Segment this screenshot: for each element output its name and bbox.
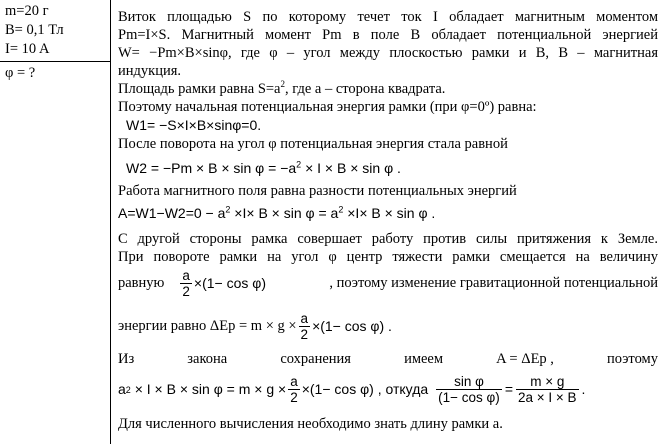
- eq5-equals: =: [504, 381, 513, 397]
- delta-ep-post: ×(1− cos φ) .: [312, 318, 392, 334]
- eq3-mid: ×I× B × sin φ = a: [230, 205, 339, 221]
- work-text: Работа магнитного поля равна разности потенциальных энергий: [118, 183, 517, 199]
- eq5-pre: a: [118, 381, 126, 397]
- frac-num-sin: sin φ: [454, 374, 484, 389]
- cons-word-6: поэтому: [607, 351, 658, 367]
- final-equation: a 2 × I × B × sin φ = m × g × $\frac{a}{2}$ ×(1− cos φ) , откуда $\frac{\text{sin φ}}{\text{(1− cos φ)}}$ = $\frac{m \times g}{2a \times I \times B}$ .: [118, 374, 586, 405]
- fraction-sin-over-cos: [436, 374, 502, 405]
- cons-word-2: закона: [187, 351, 228, 367]
- equation-work: [118, 205, 435, 222]
- gravity-text: С другой стороны рамка совершает работу против силы притяжения к Земле.: [118, 231, 658, 247]
- given-field: B= 0,1 Тл: [5, 22, 64, 38]
- shift-line: [118, 268, 658, 299]
- eq3-sup2: 2: [338, 204, 344, 215]
- cons-word-1: Из: [118, 351, 135, 367]
- area-post: , где a – сторона квадрата.: [285, 81, 446, 97]
- frac-den-2-c: 2: [290, 390, 298, 405]
- given-current: I= 10 A: [5, 41, 50, 57]
- delta-ep-pre: энергии равно ΔEp = m × g ×: [118, 318, 297, 334]
- fraction-a-over-2-c: [288, 374, 300, 405]
- cons-word-3: сохранения: [280, 351, 351, 367]
- frac-den-2: 2: [182, 284, 190, 299]
- frac-num-a-b: a: [300, 311, 309, 326]
- eq2-post: × I × B × sin φ .: [301, 160, 401, 176]
- cons-word-5: A = ΔEp ,: [496, 351, 554, 367]
- frac-num-a-c: a: [290, 374, 298, 389]
- fraction-a-over-2: [180, 268, 192, 299]
- equation-w1: W1= −S×I×B×sinφ=0.: [126, 117, 262, 133]
- shift-mid: ×(1− cos φ): [193, 275, 266, 291]
- given-divider: [0, 61, 110, 62]
- equation-w2: [126, 160, 401, 177]
- rotation-text: После поворота на угол φ потенциальная энергия стала равной: [118, 136, 508, 152]
- conservation-line: [118, 351, 658, 368]
- frac-den-2aib: 2a × I × B: [518, 390, 577, 405]
- fraction-mg-over-2aib: [516, 374, 579, 405]
- column-divider: [110, 0, 111, 444]
- shift-pre: равную: [118, 275, 165, 291]
- area-line: [118, 81, 658, 98]
- initial-energy-text: Поэтому начальная потенциальная энергия рамки (при φ=0º) равна:: [118, 99, 537, 115]
- shift-post: , поэтому изменение гравитационной потенциальной: [329, 275, 658, 291]
- eq3-post: ×I× B × sin φ .: [343, 205, 436, 221]
- eq2-pre: W2 = −Pm × B × sin φ = −a: [126, 160, 297, 176]
- solution-line-4: индукция.: [118, 63, 182, 79]
- solution-line-2: Pm=I×S. Магнитный момент Pm в поле B обладает потенциальной энергией: [118, 27, 658, 43]
- frac-den-2-b: 2: [300, 327, 309, 342]
- frac-num-mg: m × g: [530, 374, 565, 389]
- given-mass: m=20 г: [5, 3, 49, 19]
- frac-num-a: a: [182, 268, 190, 283]
- eq5-mid2: ×(1− cos φ) , откуда: [301, 381, 429, 397]
- eq3-sup: 2: [225, 204, 231, 215]
- center-shift-text: При повороте рамки на угол φ центр тяжести рамки смещается на величину: [118, 249, 658, 265]
- given-unknown: φ = ?: [5, 65, 36, 81]
- frac-den-cos: (1− cos φ): [438, 390, 500, 405]
- fraction-a-over-2-b: [299, 311, 311, 342]
- eq5-mid: × I × B × sin φ = m × g ×: [130, 381, 287, 397]
- eq5-end: .: [581, 381, 586, 397]
- conclusion-text: Для численного вычисления необходимо знать длину рамки a.: [118, 416, 503, 432]
- delta-ep-line: [118, 311, 658, 342]
- area-sup: 2: [280, 79, 285, 90]
- solution-line-3: W= −Pm×B×sinφ, где φ – угол между плоскостью рамки и B, B – магнитная: [118, 45, 658, 61]
- cons-word-4: имеем: [404, 351, 444, 367]
- eq3-pre: A=W1−W2=0 − a: [118, 205, 226, 221]
- solution-line-1: Виток площадью S по которому течет ток I обладает магнитным моментом: [118, 9, 658, 25]
- eq2-sup: 2: [296, 159, 302, 170]
- area-pre: Площадь рамки равна S=a: [118, 81, 281, 97]
